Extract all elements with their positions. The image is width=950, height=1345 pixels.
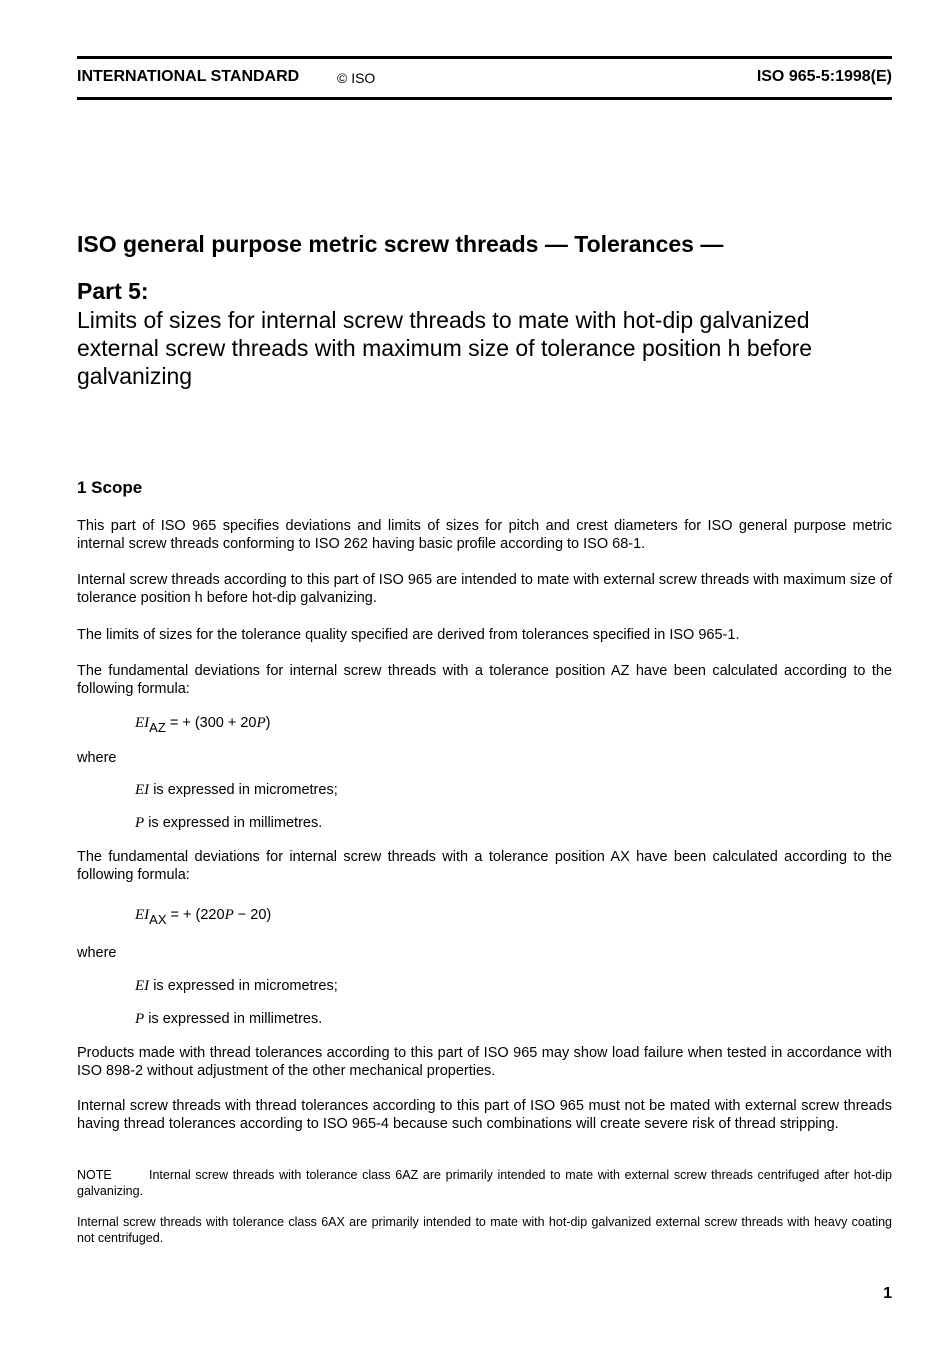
page-header [77, 68, 892, 90]
definition-ei-1-var: EI [135, 782, 150, 798]
formula-az-var: EI [135, 715, 150, 731]
scope-paragraph-1: This part of ISO 965 specifies deviations and limits of sizes for pitch and crest diameters for ISO general purpose metric internal screw threads conforming to ISO 262 having basic profile according to ISO 68-1. [77, 518, 892, 552]
note-1 [77, 1167, 892, 1199]
header-standard-label: INTERNATIONAL STANDARD [77, 68, 300, 85]
formula-az-rhs-a: = + (300 + 20 [165, 715, 257, 731]
formula-ax [135, 906, 272, 927]
definition-ei-2 [135, 977, 338, 995]
note-label: NOTE [77, 1168, 112, 1182]
scope-paragraph-5: The fundamental deviations for internal screw threads with a tolerance position AX have been calculated according to the following formula: [77, 849, 892, 883]
document-page [77, 0, 892, 1345]
definition-ei-2-var: EI [135, 978, 150, 994]
note-2: Internal screw threads with tolerance class 6AX are primarily intended to mate with hot-dip galvanized external screw threads with heavy coating not centrifuged. [77, 1215, 892, 1245]
formula-ax-rhs-a: = + (220 [166, 907, 225, 923]
definition-p-2-text: is expressed in millimetres. [144, 1011, 323, 1027]
formula-az-rhs-b: ) [265, 715, 271, 731]
header-rule-bottom [77, 97, 892, 100]
page-number: 1 [883, 1285, 892, 1302]
scope-paragraph-2: Internal screw threads according to this part of ISO 965 are intended to mate with external screw threads with maximum size of tolerance position h before hot-dip galvanizing. [77, 572, 892, 606]
formula-ax-sub: AX [149, 912, 167, 927]
definition-ei-2-text: is expressed in micrometres; [149, 978, 338, 994]
part-label: Part 5: [77, 278, 149, 304]
section-heading-scope: 1 Scope [77, 478, 143, 497]
header-doc-id: ISO 965-5:1998(E) [756, 68, 892, 85]
definition-ei-1-text: is expressed in micrometres; [149, 782, 338, 798]
formula-az [135, 714, 271, 735]
formula-ax-p: P [224, 907, 234, 923]
definition-ei-1 [135, 781, 338, 799]
definition-p-1-text: is expressed in millimetres. [144, 815, 323, 831]
formula-ax-var: EI [135, 907, 150, 923]
definition-p-2 [135, 1010, 322, 1028]
scope-paragraph-4: The fundamental deviations for internal screw threads with a tolerance position AZ have been calculated according to the following formula: [77, 663, 892, 697]
header-copyright: © ISO [337, 70, 376, 86]
where-label-2: where [77, 945, 117, 961]
scope-paragraph-7: Internal screw threads with thread tolerances according to this part of ISO 965 must not be mated with external screw threads having thread tolerances according to ISO 965-4 because such combinations will create severe risk of thread stripping. [77, 1098, 892, 1132]
part-subtitle: Limits of sizes for internal screw threads to mate with hot-dip galvanized external screw threads with maximum size of tolerance position h before galvanizing [77, 307, 813, 389]
document-title: ISO general purpose metric screw threads — Tolerances — [77, 231, 724, 257]
formula-az-sub: AZ [149, 720, 166, 735]
definition-p-1 [135, 814, 322, 832]
header-rule-top [77, 56, 892, 59]
formula-az-p: P [256, 715, 266, 731]
scope-paragraph-3: The limits of sizes for the tolerance quality specified are derived from tolerances specified in ISO 965-1. [77, 627, 740, 643]
note-1-text: Internal screw threads with tolerance class 6AZ are primarily intended to mate with external screw threads centrifuged after hot-dip galvanizing. [77, 1168, 892, 1198]
definition-p-2-var: P [135, 1011, 145, 1027]
scope-paragraph-6: Products made with thread tolerances according to this part of ISO 965 may show load failure when tested in accordance with ISO 898-2 without adjustment of the other mechanical properties. [77, 1045, 892, 1079]
definition-p-1-var: P [135, 815, 145, 831]
where-label-1: where [77, 750, 117, 766]
formula-ax-rhs-b: − 20) [233, 907, 272, 923]
